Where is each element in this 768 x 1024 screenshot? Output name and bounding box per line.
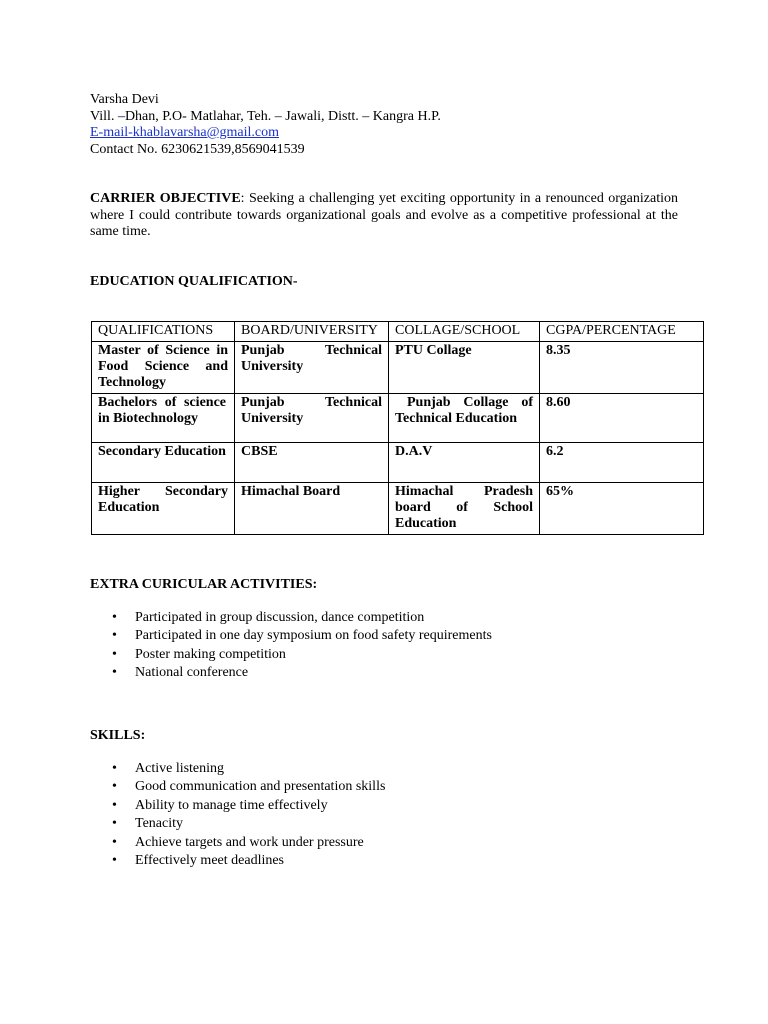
header-board-university: BOARD/UNIVERSITY xyxy=(235,322,389,342)
list-item-text: Participated in group discussion, dance competition xyxy=(135,609,425,625)
school-cell: D.A.V xyxy=(389,443,540,483)
qualification-cell: Master of Science in Food Science and Technology xyxy=(92,342,235,394)
address: Vill. –Dhan, P.O- Matlahar, Teh. – Jawali, Distt. – Kangra H.P. xyxy=(90,108,441,124)
score-cell: 6.2 xyxy=(540,443,704,483)
header-qualifications: QUALIFICATIONS xyxy=(92,322,235,342)
list-item xyxy=(90,627,492,646)
board-cell: Punjab Technical University xyxy=(235,394,389,443)
board-cell: CBSE xyxy=(235,443,389,483)
table-row xyxy=(92,342,704,394)
table-row xyxy=(92,443,704,483)
list-item-text: Achieve targets and work under pressure xyxy=(135,834,364,850)
bullet-icon: • xyxy=(112,797,117,813)
skills-title: SKILLS: xyxy=(90,728,146,743)
skills-list xyxy=(90,760,385,872)
list-item-text: Effectively meet deadlines xyxy=(135,853,285,869)
list-item xyxy=(90,609,492,628)
list-item-text: Poster making competition xyxy=(135,646,286,662)
career-objective xyxy=(90,191,678,241)
list-item-text: Participated in one day symposium on food safety requirements xyxy=(135,628,492,644)
bullet-icon: • xyxy=(112,834,117,850)
skills-section xyxy=(90,728,385,871)
bullet-icon: • xyxy=(112,760,117,776)
education-title: EDUCATION QUALIFICATION- xyxy=(90,273,298,289)
list-item-text: National conference xyxy=(135,665,249,681)
list-item xyxy=(90,815,385,834)
qualification-text: Bachelors of science in Biotechnology xyxy=(98,395,226,426)
candidate-name: Varsha Devi xyxy=(90,92,159,107)
qualification-cell: Higher Secondary Education xyxy=(92,483,235,535)
table-row xyxy=(92,394,704,443)
list-item xyxy=(90,797,385,816)
list-item-text: Tenacity xyxy=(135,816,183,832)
bullet-icon: • xyxy=(112,646,117,662)
list-item-text: Ability to manage time effectively xyxy=(135,797,328,813)
board-cell: Himachal Board xyxy=(235,483,389,535)
score-cell: 65% xyxy=(540,483,704,535)
qualification-cell xyxy=(92,394,235,443)
table-row xyxy=(92,483,704,535)
list-item xyxy=(90,834,385,853)
header-cgpa-percentage: CGPA/PERCENTAGE xyxy=(540,322,704,342)
bullet-icon: • xyxy=(112,779,117,795)
score-cell: 8.35 xyxy=(540,342,704,394)
bullet-icon: • xyxy=(112,853,117,869)
resume-page xyxy=(90,92,678,290)
school-cell: PTU Collage xyxy=(389,342,540,394)
education-table xyxy=(91,321,704,535)
list-item-text: Good communication and presentation skills xyxy=(135,779,386,795)
list-item-text: Active listening xyxy=(135,760,225,776)
school-cell: Punjab Collage of Technical Education xyxy=(389,394,540,443)
extra-curricular-section xyxy=(90,577,492,683)
email-link[interactable]: E-mail-khablavarsha@gmail.com xyxy=(90,125,279,140)
extra-curricular-title: EXTRA CURICULAR ACTIVITIES: xyxy=(90,577,318,592)
contact-number: Contact No. 6230621539,8569041539 xyxy=(90,141,305,157)
header-collage-school: COLLAGE/SCHOOL xyxy=(389,322,540,342)
extra-curricular-list xyxy=(90,609,492,683)
school-cell: Himachal Pradesh board of School Education xyxy=(389,483,540,535)
objective-label: CARRIER OBJECTIVE xyxy=(90,191,241,206)
qualification-cell: Secondary Education xyxy=(92,443,235,483)
bullet-icon: • xyxy=(112,609,117,625)
list-item xyxy=(90,646,492,665)
table-header-row xyxy=(92,322,704,342)
list-item xyxy=(90,852,385,871)
score-cell: 8.60 xyxy=(540,394,704,443)
objective-text: : Seeking a challenging yet exciting opportunity in a renounced organization where I could contribute towards organizational goals and evolve as a competitive professional at the same time. xyxy=(90,191,678,239)
board-cell: Punjab Technical University xyxy=(235,342,389,394)
bullet-icon: • xyxy=(112,816,117,832)
bullet-icon: • xyxy=(112,665,117,681)
bullet-icon: • xyxy=(112,628,117,644)
list-item xyxy=(90,778,385,797)
list-item xyxy=(90,760,385,779)
list-item xyxy=(90,664,492,683)
